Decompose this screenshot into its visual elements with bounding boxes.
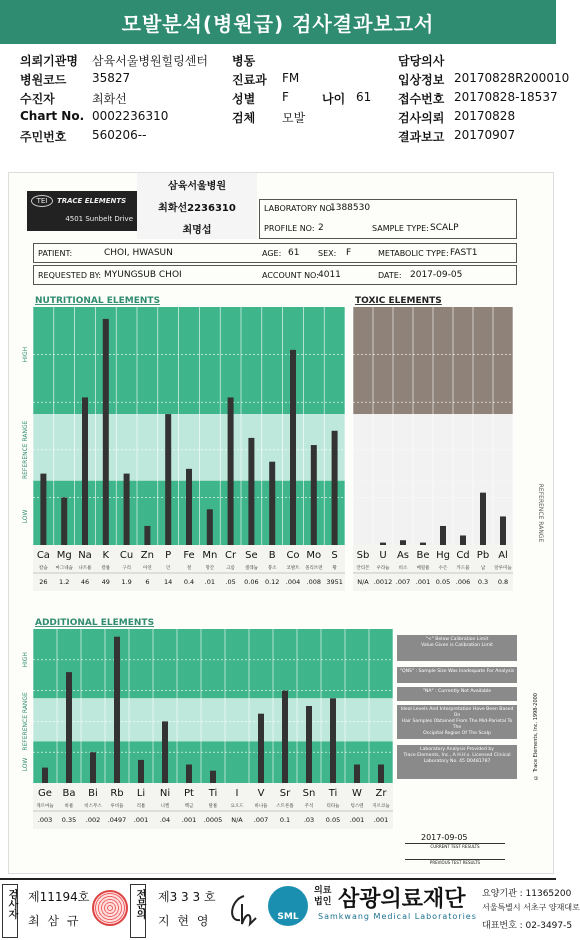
element-korean: 루비듐	[110, 804, 124, 809]
info-label: 성별	[232, 92, 256, 106]
bar-ca	[40, 474, 46, 545]
lab-number: 1388530	[330, 203, 371, 213]
date-label: DATE:	[378, 271, 402, 280]
element-value: .0005	[203, 816, 223, 824]
element-symbol: Mn	[202, 550, 218, 561]
info-label: 담당의사	[398, 54, 445, 68]
toxic-panel	[353, 296, 513, 591]
profile-label: PROFILE NO:	[264, 224, 315, 233]
element-value: .01	[204, 578, 215, 586]
element-symbol: Ti	[208, 788, 218, 799]
element-value: .003	[37, 816, 53, 824]
element-korean: 납	[480, 566, 486, 571]
bar-cu	[124, 474, 130, 545]
element-symbol: Al	[498, 550, 508, 561]
bar-mo	[311, 445, 317, 545]
current-date: 2017-09-05	[421, 833, 468, 842]
bar-sr	[282, 691, 288, 783]
element-symbol: U	[379, 550, 387, 561]
element-value: .007	[395, 578, 411, 586]
element-symbol: Ge	[38, 788, 52, 799]
toxic-ref-label: REFERENCE RANGE	[537, 483, 544, 543]
element-korean: 게르마늄	[36, 804, 54, 809]
info-value: 최화선	[92, 92, 127, 106]
axis-label: REFERENCE RANGE	[22, 420, 29, 480]
element-value: .03	[303, 816, 315, 824]
bar-fe	[186, 469, 192, 545]
org-name-en: Samkwang Medical Laboratories	[318, 912, 477, 921]
stamp-patient: 최화선2236310	[158, 203, 236, 214]
element-symbol: Sb	[356, 550, 370, 561]
element-symbol: I	[235, 788, 239, 799]
element-value: .0497	[107, 816, 127, 824]
copyright: © Trace Elements, Inc. 1998-2000	[533, 693, 539, 780]
info-label: 입상정보	[398, 73, 445, 87]
bar-cr	[228, 397, 234, 545]
note-n3: "NA" : Currently Not Available	[397, 687, 517, 701]
element-symbol: Fe	[183, 550, 195, 561]
element-symbol: Be	[416, 550, 430, 561]
info-label: 검사의뢰	[398, 111, 445, 125]
element-value: 0.8	[497, 578, 509, 586]
axis-labels	[22, 347, 29, 523]
element-value: 26	[39, 578, 48, 586]
element-value: 0.12	[264, 578, 280, 586]
te-icon: TEI	[31, 195, 53, 207]
element-symbol: Bi	[88, 788, 98, 799]
info-value: 삼육서울병원힐링센터	[92, 54, 208, 68]
info-label-age: 나이	[322, 92, 346, 106]
metabolic-type: FAST1	[450, 248, 478, 258]
age-value: 61	[288, 248, 300, 258]
element-value: .001	[181, 816, 197, 824]
element-korean: 비소	[398, 566, 408, 571]
lab-label: LABORATORY NO:	[264, 204, 335, 213]
element-korean: 요오드	[230, 804, 244, 809]
element-korean: 알루미늄	[494, 566, 512, 571]
element-symbol: Zr	[375, 788, 387, 799]
note-n1: "<" Below Calibration Limit Value Given is Calibration Limit	[397, 635, 517, 661]
bar-zn	[144, 526, 150, 545]
element-value: 0.05	[325, 816, 341, 824]
examiner-label: 검사자	[2, 884, 18, 938]
bar-mg	[61, 497, 67, 545]
sample-type: SCALP	[430, 223, 459, 233]
element-symbol: Sr	[279, 788, 291, 799]
info-value: 20170828-18537	[454, 90, 558, 104]
note-n2: "QNS" : Sample Size Was Inadequate For Analysis	[397, 667, 517, 683]
high-band	[33, 629, 393, 698]
info-value: 20170828R200010	[454, 71, 570, 85]
footer-address: 서울특별시 서초구 양재대로	[482, 903, 580, 912]
bar-rb	[114, 637, 120, 783]
bar-se	[248, 438, 254, 545]
info-label: 검체	[232, 111, 256, 125]
element-symbol: Na	[78, 550, 92, 561]
element-symbol: B	[268, 550, 276, 561]
bar-ni	[162, 721, 168, 783]
requested-label: REQUESTED BY:	[38, 271, 102, 280]
bar-hg	[440, 526, 446, 545]
logo-sub: 4501 Sunbelt Drive	[65, 215, 133, 223]
stamp-doctor: 최명섭	[182, 225, 212, 236]
element-korean: 비스무스	[84, 804, 102, 809]
element-korean: 바륨	[64, 804, 74, 809]
bar-s	[332, 431, 338, 545]
footer-phone: 대표번호 : 02-3497-5	[482, 921, 573, 931]
element-value: .008	[306, 578, 322, 586]
info-label: Chart No.	[20, 109, 85, 123]
current-results-label: CURRENT TEST RESULTS	[405, 843, 505, 849]
element-value: .001	[349, 816, 365, 824]
info-value-age: 61	[356, 90, 372, 104]
element-value: 0.4	[183, 578, 195, 586]
element-value: .002	[85, 816, 101, 824]
bar-li	[138, 760, 144, 783]
element-korean: 백금	[184, 804, 194, 809]
element-value: 49	[101, 578, 110, 586]
bar-w	[354, 765, 360, 783]
stamp-hospital: 삼육서울병원	[168, 181, 226, 192]
info-label: 병원코드	[20, 73, 67, 87]
element-value: .004	[285, 578, 301, 586]
element-korean: 베릴륨	[416, 566, 430, 571]
element-value: 1.9	[121, 578, 132, 586]
info-label: 의뢰기관명	[20, 54, 78, 68]
element-korean: 마그네슘	[55, 566, 73, 571]
info-value: F	[282, 90, 289, 104]
element-symbol: Pt	[184, 788, 194, 799]
patient-label: PATIENT:	[38, 249, 73, 258]
axis-label: LOW	[22, 757, 29, 772]
info-label: 수진자	[20, 92, 55, 106]
element-korean: 주석	[304, 804, 314, 809]
element-symbol: Ni	[159, 788, 171, 799]
element-korean: 붕소	[267, 566, 277, 571]
footer-code: 요양기관 : 11365200	[482, 889, 572, 899]
element-korean: 니켈	[160, 804, 170, 809]
bar-as	[400, 540, 406, 545]
note-n4: Ideal Levels And Interpretation Have Been Based On Hair Samples Obtained From The Mid-Parietal To The Occipital Region Of The Scalp	[397, 705, 517, 739]
element-value: N/A	[357, 578, 369, 586]
hair-analysis-report	[8, 172, 554, 874]
bar-p	[165, 414, 171, 545]
patient-name: CHOI, HWASUN	[104, 248, 173, 258]
element-korean: 칼륨	[101, 566, 111, 571]
signature-footer	[0, 878, 580, 940]
element-symbol: As	[396, 550, 410, 561]
axis-label: REFERENCE RANGE	[22, 692, 29, 751]
profile-number: 2	[318, 223, 324, 233]
element-korean: 스트론튬	[276, 804, 294, 809]
element-korean: 망간	[205, 566, 215, 571]
bar-co	[290, 350, 296, 545]
specialist-license: 제3 3 3 호	[158, 890, 216, 904]
axis-label: HIGH	[22, 652, 29, 668]
element-korean: 셀레늄	[244, 566, 258, 571]
element-korean: 카드뮴	[456, 566, 470, 571]
sml-logo-icon: SML	[268, 886, 308, 926]
element-korean: 크롬	[226, 566, 235, 571]
element-korean: 철	[186, 566, 192, 571]
examiner-license: 제11194호	[28, 890, 90, 904]
element-korean: 코발트	[286, 566, 300, 571]
element-value: .0012	[373, 578, 393, 586]
element-korean: 탈륨	[208, 804, 218, 809]
signature-icon	[222, 890, 262, 930]
bar-na	[82, 397, 88, 545]
bar-ti	[210, 771, 216, 783]
element-value: 0.1	[279, 816, 291, 824]
info-label: 병동	[232, 54, 256, 68]
info-label: 접수번호	[398, 92, 445, 106]
element-symbol: W	[352, 788, 362, 799]
axis-label: HIGH	[22, 346, 29, 363]
element-korean: 인	[166, 566, 171, 571]
axis-labels	[22, 652, 29, 771]
info-value: 20170907	[454, 128, 516, 142]
element-value: .007	[253, 816, 269, 824]
element-value: 14	[164, 578, 173, 586]
element-korean: 티타늄	[326, 804, 340, 809]
element-symbol: Cu	[119, 550, 134, 561]
element-symbol: Sn	[302, 788, 316, 799]
org-prefix: 의료법인	[314, 886, 332, 907]
bar-pb	[480, 493, 486, 545]
bar-be	[420, 543, 426, 545]
info-value: 560206--	[92, 128, 147, 142]
report-date: 2017-09-05	[410, 270, 463, 280]
element-value: 0.35	[61, 816, 77, 824]
logo-name: TRACE ELEMENTS	[57, 197, 127, 205]
bar-zr	[378, 765, 384, 783]
report-title: 모발분석(병원급) 검사결과보고서	[0, 0, 556, 44]
element-symbol: V	[257, 788, 265, 799]
axis-label: LOW	[22, 509, 29, 524]
element-value: .05	[225, 578, 236, 586]
bar-bi	[90, 752, 96, 783]
element-value: 1.2	[59, 578, 70, 586]
element-symbol: S	[331, 550, 338, 561]
bar-sn	[306, 706, 312, 783]
bar-k	[103, 319, 109, 545]
element-korean: 지르코늄	[372, 804, 390, 809]
element-symbol: Se	[245, 550, 258, 561]
info-value: 모발	[282, 111, 306, 125]
element-symbol: P	[165, 550, 172, 561]
examiner-name: 최 삼 규	[28, 914, 81, 928]
previous-results-label: PREVIOUS TEST RESULTS	[405, 859, 505, 865]
element-korean: 아연	[143, 566, 152, 571]
account-label: ACCOUNT NO:	[262, 271, 319, 280]
element-value: 6	[145, 578, 150, 586]
element-symbol: Ti	[328, 788, 338, 799]
metabolic-label: METABOLIC TYPE:	[378, 249, 449, 258]
element-symbol: Zn	[140, 550, 155, 561]
element-symbol: Ca	[36, 550, 50, 561]
element-symbol: Ba	[62, 788, 76, 799]
element-value: .04	[159, 816, 171, 824]
sex-label: SEX:	[318, 249, 337, 258]
info-value: 20170828	[454, 109, 516, 123]
bar-ba	[66, 672, 72, 783]
element-value: N/A	[231, 816, 243, 824]
note-n5: Laboratory Analysis Provided by Trace Elements, Inc., A H.H.s. Licensed Clinical Laboratory No. 45 D0481787	[397, 745, 517, 779]
bar-cd	[460, 535, 466, 545]
element-korean: 구리	[122, 566, 131, 571]
element-value: 0.3	[477, 578, 489, 586]
element-korean: 텅스텐	[350, 804, 364, 809]
element-korean: 나트륨	[78, 566, 92, 571]
nutritional-panel	[33, 296, 345, 591]
additional-panel	[33, 618, 393, 829]
element-symbol: Cr	[225, 550, 237, 561]
element-symbol: Cd	[456, 550, 470, 561]
bar-pt	[186, 765, 192, 783]
element-symbol: Rb	[110, 788, 124, 799]
element-korean: 우라늄	[376, 566, 390, 571]
specialist-label: 전문의	[130, 884, 146, 938]
element-symbol: Hg	[436, 550, 450, 561]
patient-info	[0, 50, 570, 150]
element-value: .001	[415, 578, 431, 586]
specialist-name: 지 현 영	[158, 914, 211, 928]
element-value: 46	[80, 578, 90, 586]
requested-by: MYUNGSUB CHOI	[104, 270, 182, 280]
sample-label: SAMPLE TYPE:	[372, 224, 429, 233]
info-label: 주민번호	[20, 130, 67, 144]
element-korean: 황	[332, 566, 337, 571]
element-korean: 안티몬	[356, 566, 370, 571]
element-symbol: Co	[286, 550, 300, 561]
bar-v	[258, 714, 264, 783]
additional-panel-title: ADDITIONAL ELEMENTS	[35, 618, 155, 628]
element-value: 0.06	[244, 578, 259, 586]
element-value: 0.05	[435, 578, 451, 586]
element-value: 3951	[326, 578, 343, 586]
element-korean: 수은	[438, 566, 448, 571]
element-symbol: Mo	[306, 550, 322, 561]
toxic-panel-title: TOXIC ELEMENTS	[355, 296, 442, 306]
bar-u	[380, 543, 386, 545]
account-number: 4011	[318, 270, 341, 280]
element-korean: 리튬	[136, 804, 146, 809]
element-symbol: Li	[136, 788, 146, 799]
element-value: .001	[373, 816, 389, 824]
element-value: .006	[455, 578, 471, 586]
sex-value: F	[346, 248, 352, 258]
bar-al	[500, 516, 506, 545]
info-value: 0002236310	[92, 109, 169, 123]
element-value: .001	[133, 816, 149, 824]
element-korean: 바나듐	[254, 804, 268, 809]
info-label: 진료과	[232, 73, 267, 87]
org-name: 삼광의료재단	[338, 887, 466, 912]
element-korean: 칼슘	[39, 566, 48, 571]
element-korean: 몰리브덴	[305, 566, 323, 571]
element-symbol: Mg	[56, 550, 72, 561]
bar-mn	[207, 509, 213, 545]
age-label: AGE:	[262, 249, 282, 258]
nutritional-panel-title: NUTRITIONAL ELEMENTS	[35, 296, 161, 306]
element-symbol: K	[102, 550, 110, 561]
seal-stamp	[92, 890, 128, 926]
bar-ge	[42, 768, 48, 783]
high-band	[33, 307, 345, 414]
bar-ti	[330, 698, 336, 783]
info-value: 35827	[92, 71, 131, 85]
bar-b	[269, 462, 275, 545]
element-symbol: Pb	[476, 550, 490, 561]
info-value: FM	[282, 71, 300, 85]
info-label: 결과보고	[398, 130, 445, 144]
reference-band	[33, 698, 393, 741]
